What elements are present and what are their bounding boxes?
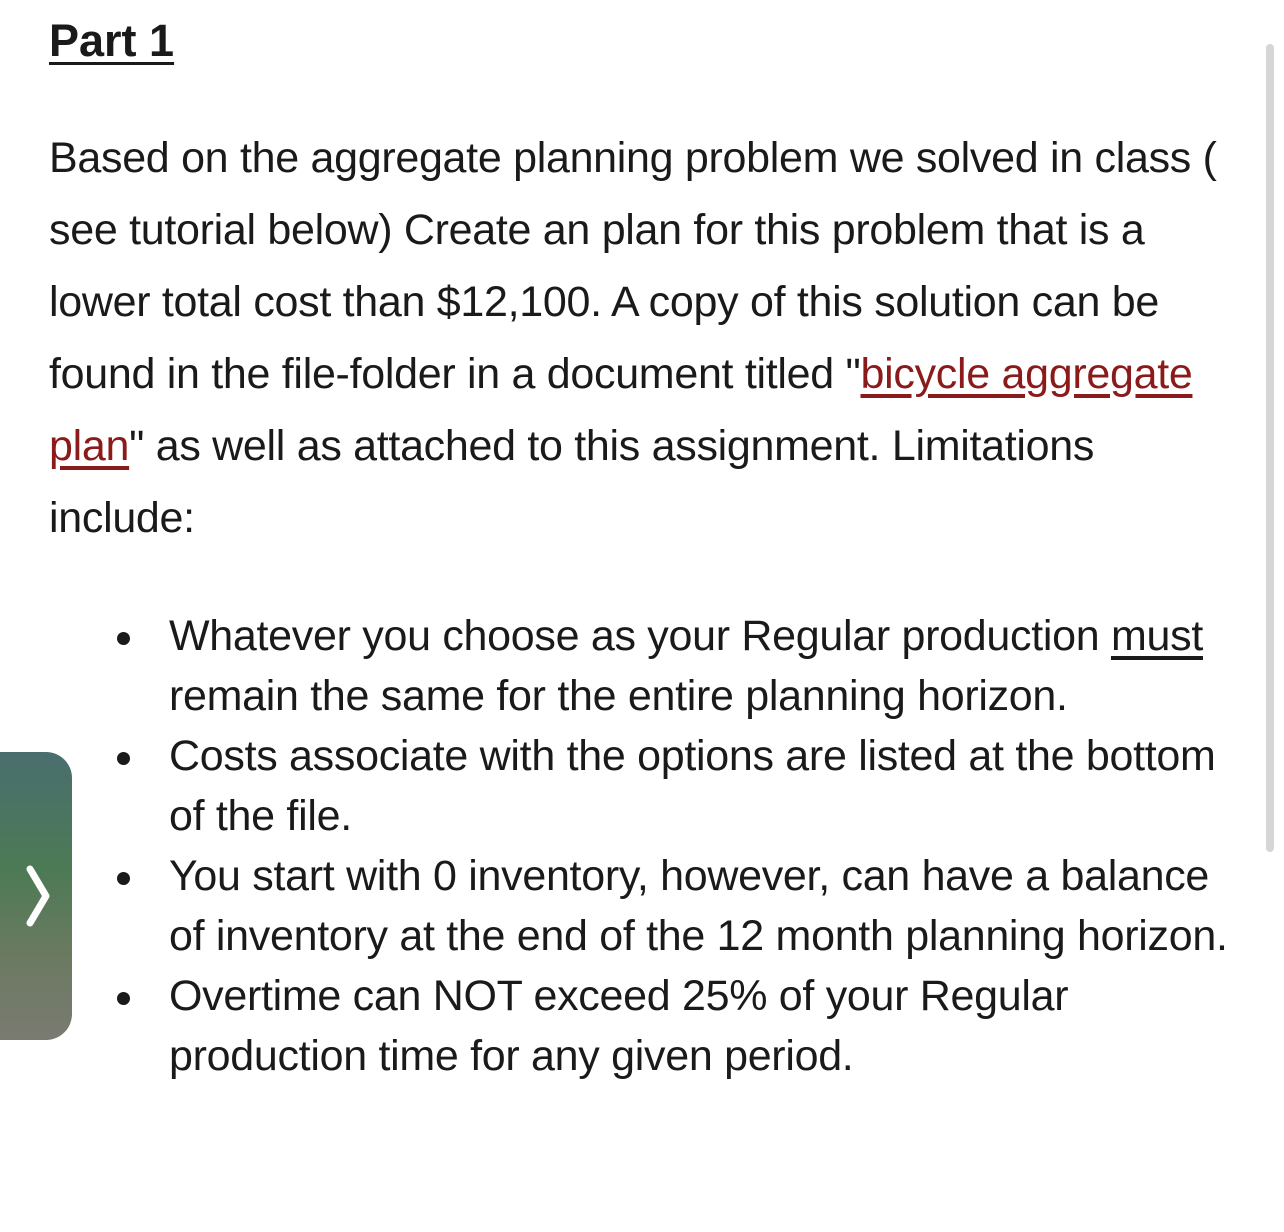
limitation-text: Costs associate with the options are listed at the bottom of the file. xyxy=(169,732,1216,840)
limitation-text: Overtime can NOT exceed 25% of your Regular production time for any given period. xyxy=(169,972,1069,1080)
bicycle-aggregate-plan-link[interactable]: bicycle aggregate plan xyxy=(49,350,1193,470)
scrollbar[interactable] xyxy=(1266,44,1274,852)
description-text-end: " as well as attached to this assignment. Limitations include: xyxy=(49,422,1095,542)
limitation-text-start: Whatever you choose as your Regular production xyxy=(169,612,1111,660)
bullet-icon xyxy=(117,872,130,885)
page-title: Part 1 xyxy=(49,15,175,66)
description-text-start: Based on the aggregate planning problem we solved in class ( see tutorial below) Create an plan for this problem that is a lower total cost than $12,100. A copy of this solution can be found in the file-folder in a document titled " xyxy=(49,134,1217,398)
list-item xyxy=(169,726,1249,846)
limitation-text: You start with 0 inventory, however, can have a balance of inventory at the end of the 12 month planning horizon. xyxy=(169,852,1228,960)
limitations-list xyxy=(49,606,1249,1086)
bullet-icon xyxy=(117,752,130,765)
bullet-icon xyxy=(117,632,130,645)
list-item xyxy=(169,966,1249,1086)
list-item xyxy=(169,606,1249,726)
limitation-text-end: remain the same for the entire planning horizon. xyxy=(169,672,1068,720)
side-panel-toggle[interactable] xyxy=(0,752,72,1040)
bullet-icon xyxy=(117,992,130,1005)
chevron-right-icon xyxy=(24,861,52,931)
assignment-description xyxy=(49,122,1249,554)
emphasis-text: must xyxy=(1110,612,1203,660)
assignment-content xyxy=(49,0,1249,1086)
list-item xyxy=(169,846,1249,966)
